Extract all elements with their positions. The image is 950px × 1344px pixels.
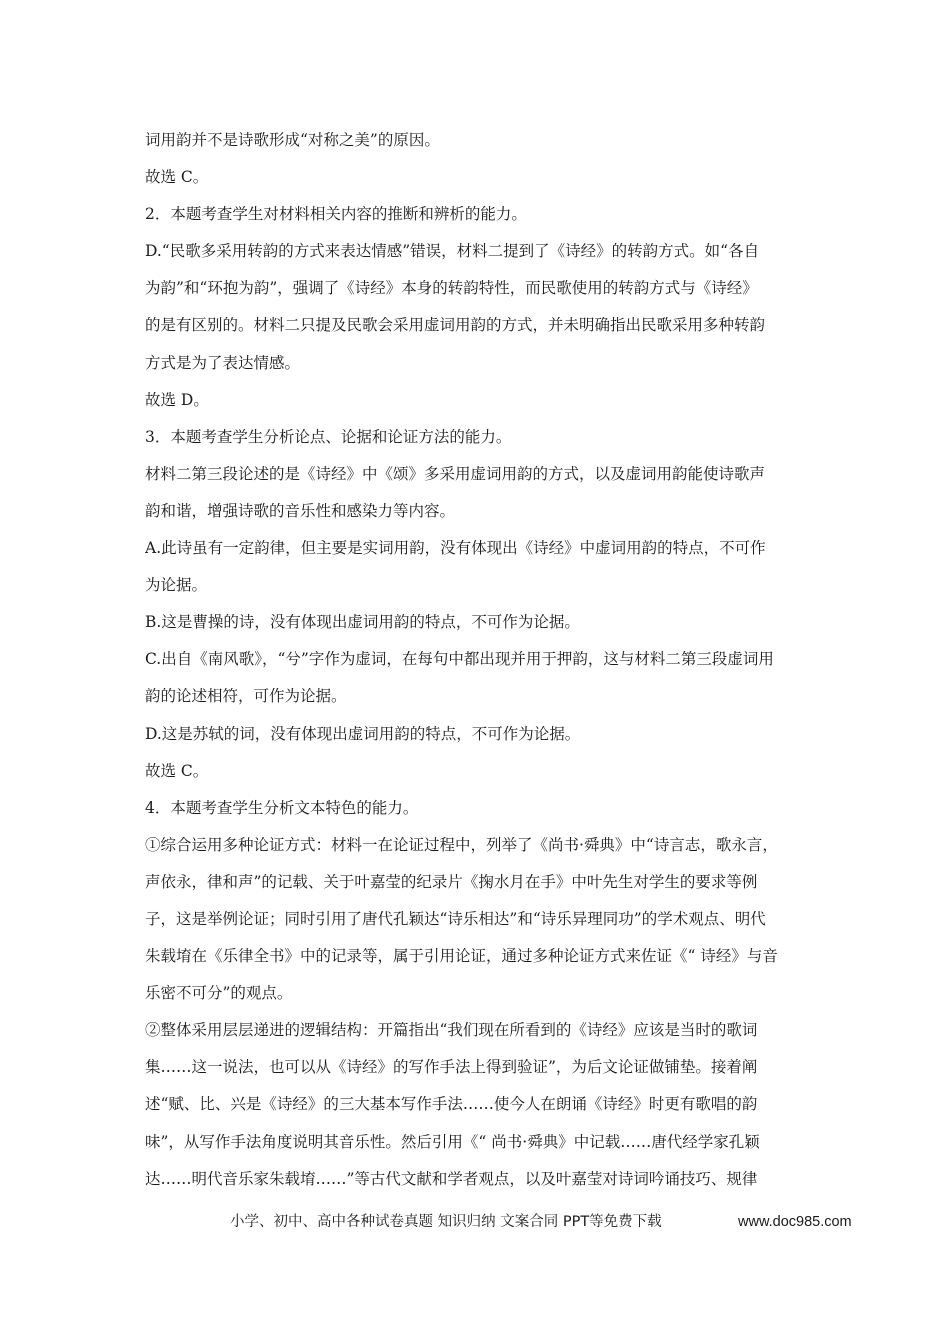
page-footer: [0, 1206, 950, 1238]
text-line: 达……明代音乐家朱载堉……”等古代文献和学者观点，以及叶嘉莹对诗词吟诵技巧、规律: [145, 1169, 758, 1188]
text-line: 述“赋、比、兴是《诗经》的三大基本写作手法……使今人在朗诵《诗经》时更有歌唱的韵: [145, 1095, 758, 1114]
text-line: ②整体采用层层递进的逻辑结构：开篇指出“我们现在所看到的《诗经》应该是当时的歌词: [145, 1021, 758, 1040]
option-c-line: C.出自《南风歌》，“兮”字作为虚词，在每句中都出现并用于押韵，这与材料二第三段虚词用: [145, 650, 774, 669]
text-line: 的是有区别的。材料二只提及民歌会采用虚词用韵的方式，并未明确指出民歌采用多种转韵: [145, 316, 766, 335]
text-line: 味”，从写作手法角度说明其音乐性。然后引用《“ 尚书·舜典》中记载……唐代经学家孔颖: [145, 1132, 760, 1151]
text-line: 为论据。: [145, 576, 208, 595]
text-line: 词用韵并不是诗歌形成“对称之美”的原因。: [145, 131, 440, 149]
question-2-heading: 2．本题考查学生对材料相关内容的推断和辨析的能力。: [145, 205, 527, 224]
footer-url[interactable]: www.doc985.com: [738, 1214, 852, 1230]
question-3-heading: 3．本题考查学生分析论点、论据和论证方法的能力。: [145, 427, 512, 446]
text-line: 韵和谐，增强诗歌的音乐性和感染力等内容。: [145, 501, 456, 520]
text-line: 乐密不可分”的观点。: [145, 984, 293, 1003]
answer-explanation-body: [145, 122, 845, 1198]
question-4-heading: 4．本题考查学生分析文本特色的能力。: [145, 798, 419, 817]
option-d-line: D.这是苏轼的词，没有体现出虚词用韵的特点，不可作为论据。: [145, 724, 581, 743]
text-line: 韵的论述相符，可作为论据。: [145, 687, 347, 706]
option-a-line: A.此诗虽有一定韵律，但主要是实词用韵，没有体现出《诗经》中虚词用韵的特点，不可作: [145, 539, 766, 558]
text-line: ①综合运用多种论证方式：材料一在论证过程中，列举了《尚书·舜典》中“诗言志，歌永言，: [145, 835, 778, 854]
text-line: 故选 C。: [145, 168, 209, 187]
text-line: 集……这一说法，也可以从《诗经》的写作手法上得到验证”，为后文论证做铺垫。接着阐: [145, 1058, 758, 1077]
text-line: 子，这是举例论证；同时引用了唐代孔颖达“诗乐相达”和“诗乐异理同功”的学术观点、明代: [145, 909, 766, 928]
text-line: 材料二第三段论述的是《诗经》中《颂》多采用虚词用韵的方式，以及虚词用韵能使诗歌声: [145, 464, 766, 483]
text-line: D.“民歌多采用转韵的方式来表达情感”错误，材料二提到了《诗经》的转韵方式。如“各自: [145, 242, 760, 261]
footer-download-text: 小学、初中、高中各种试卷真题 知识归纳 文案合同 PPT等免费下载: [230, 1214, 662, 1230]
text-line: 声依永，律和声”的记载、关于叶嘉莹的纪录片《掬水月在手》中叶先生对学生的要求等例: [145, 872, 758, 891]
option-b-line: B.这是曹操的诗，没有体现出虚词用韵的特点，不可作为论据。: [145, 613, 580, 632]
text-line: 朱载堉在《乐律全书》中的记录等，属于引用论证，通过多种论证方式来佐证《“ 诗经》与音: [145, 947, 778, 966]
text-line: 方式是为了表达情感。: [145, 353, 301, 372]
text-line: 故选 D。: [145, 390, 209, 409]
text-line: 为韵”和“环抱为韵”，强调了《诗经》本身的转韵特性，而民歌使用的转韵方式与《诗经》: [145, 279, 758, 298]
text-line: 故选 C。: [145, 761, 209, 780]
